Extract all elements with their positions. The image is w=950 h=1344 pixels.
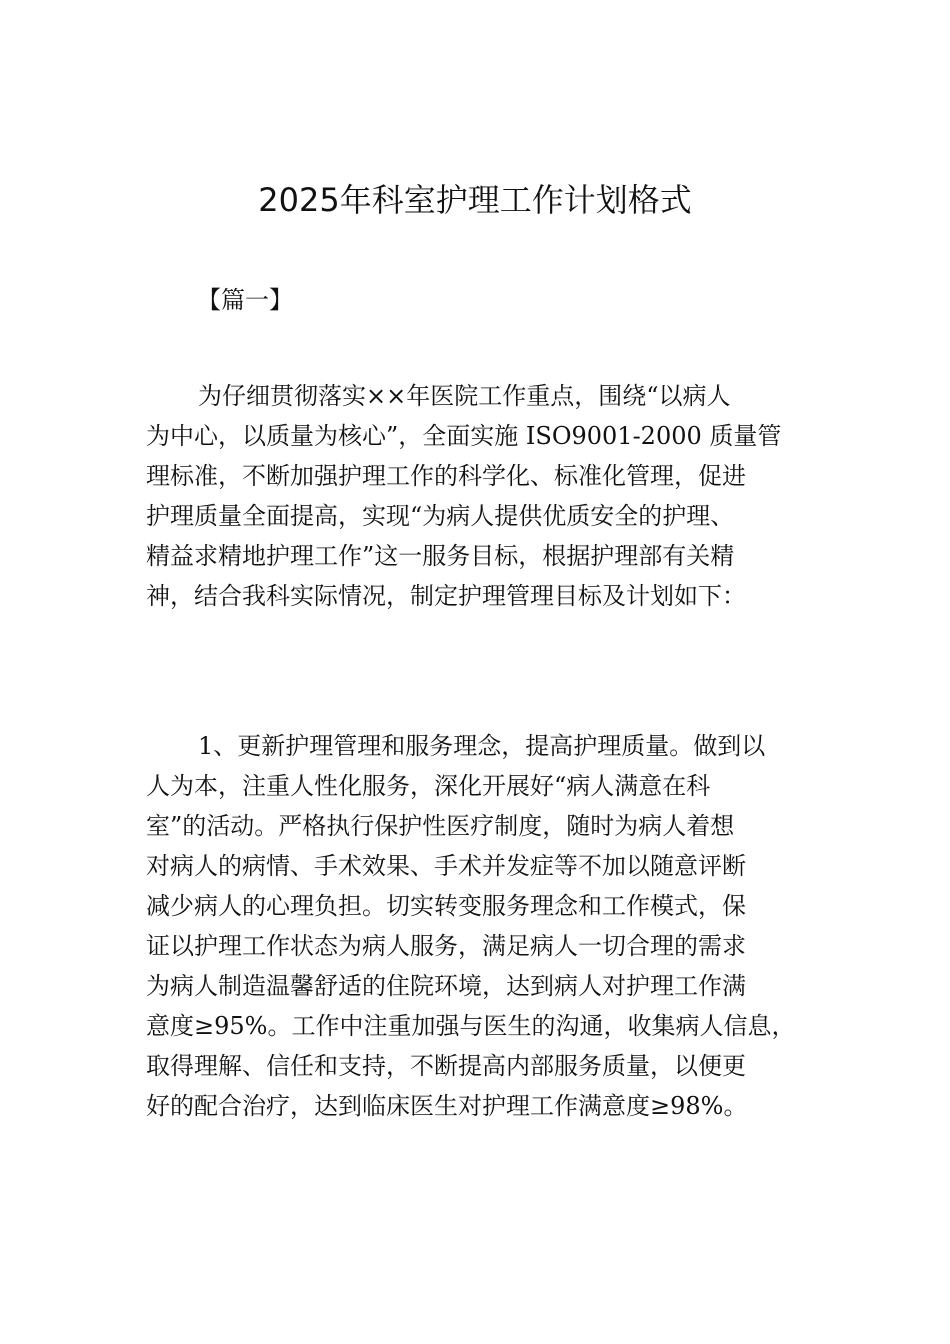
paragraph-line: 证以护理工作状态为病人服务，满足病人一切合理的需求 [146, 932, 746, 960]
paragraph-line: 1、更新护理管理和服务理念，提高护理质量。做到以 [198, 732, 766, 760]
paragraph-line: 护理质量全面提高，实现“为病人提供优质安全的护理、 [146, 502, 735, 530]
paragraph-line: 为仔细贯彻落实××年医院工作重点，围绕“以病人 [198, 382, 731, 410]
paragraph-item-1 [146, 726, 836, 1126]
paragraph-intro [146, 376, 836, 616]
paragraph-line: 神，结合我科实际情况，制定护理管理目标及计划如下： [146, 582, 746, 610]
paragraph-line: 为病人制造温馨舒适的住院环境，达到病人对护理工作满 [146, 972, 746, 1000]
paragraph-line: 为中心，以质量为核心”，全面实施 ISO9001-2000 质量管 [146, 422, 782, 450]
paragraph-line: 好的配合治疗，达到临床医生对护理工作满意度≥98%。 [146, 1092, 748, 1120]
paragraph-line: 取得理解、信任和支持，不断提高内部服务质量，以便更 [146, 1052, 746, 1080]
paragraph-line: 对病人的病情、手术效果、手术并发症等不加以随意评断 [146, 852, 746, 880]
paragraph-line: 减少病人的心理负担。切实转变服务理念和工作模式，保 [146, 892, 746, 920]
section-label: 【篇一】 [197, 286, 293, 314]
paragraph-line: 人为本，注重人性化服务，深化开展好“病人满意在科 [146, 772, 711, 800]
paragraph-line: 理标准，不断加强护理工作的科学化、标准化管理，促进 [146, 462, 746, 490]
paragraph-line: 精益求精地护理工作”这一服务目标，根据护理部有关精 [146, 542, 735, 570]
document-title: 2025年科室护理工作计划格式 [258, 181, 692, 219]
paragraph-line: 意度≥95%。工作中注重加强与医生的沟通，收集病人信息， [146, 1012, 796, 1040]
paragraph-line: 室”的活动。严格执行保护性医疗制度，随时为病人着想 [146, 812, 735, 840]
